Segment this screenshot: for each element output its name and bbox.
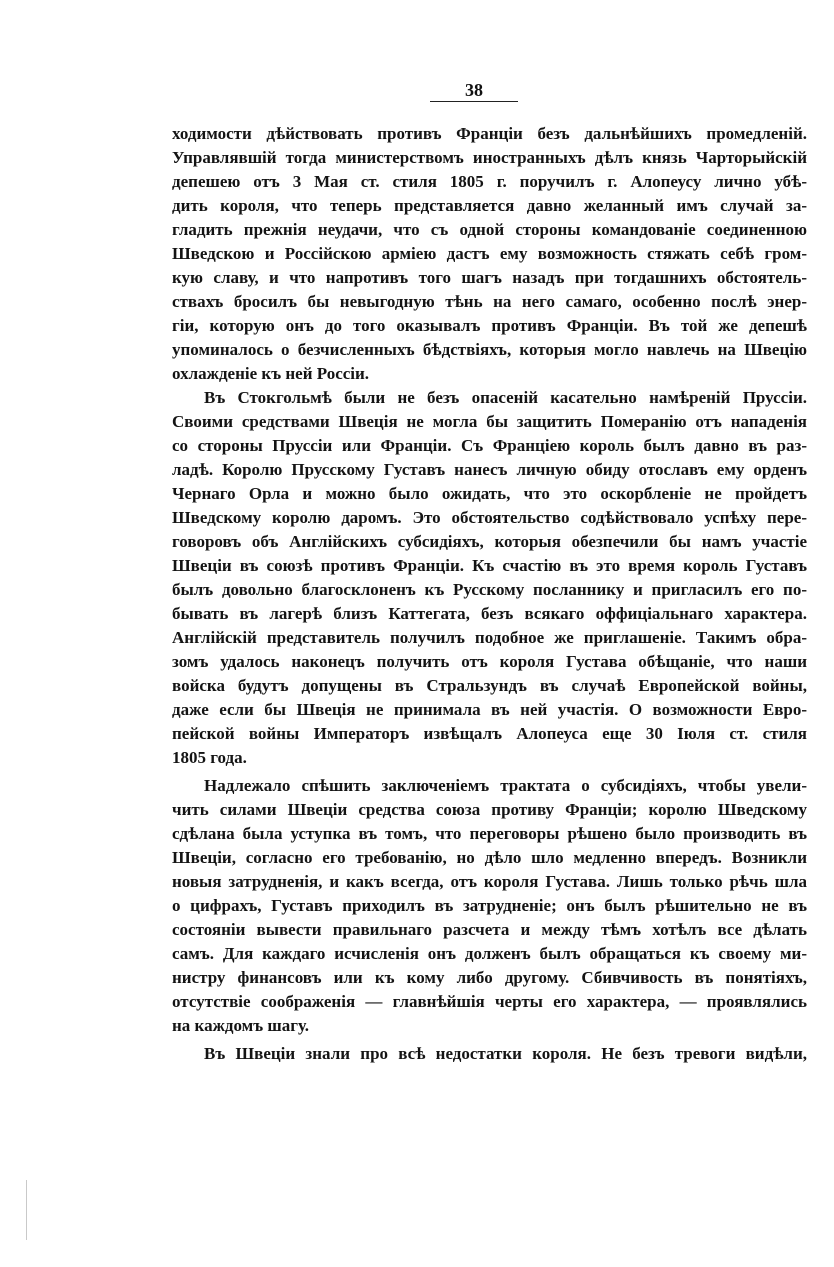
- text-line: бывать въ лагерѣ близъ Каттегата, безъ всякаго оффиціальнаго характера.: [172, 604, 807, 623]
- page-number: 38: [465, 80, 483, 100]
- text-line: былъ довольно благосклоненъ къ Русскому посланнику и пригласилъ его по-: [172, 580, 807, 599]
- text-line: ходимости дѣйствовать противъ Франціи безъ дальнѣйшихъ промедленій.: [172, 124, 807, 143]
- text-line: самъ. Для каждаго исчисленія онъ долженъ былъ обращаться къ своему ми-: [172, 944, 807, 963]
- scan-margin-mark: [26, 1180, 27, 1240]
- text-line: ладѣ. Королю Прусскому Густавъ нанесъ личную обиду отославъ ему орденъ: [172, 460, 807, 479]
- text-line: гладить прежнія неудачи, что съ одной стороны командованіе соединенною: [172, 220, 807, 239]
- text-line: Чернаго Орла и можно было ожидать, что это оскорбленіе не пройдетъ: [172, 484, 807, 503]
- text-line: гіи, которую онъ до того оказывалъ противъ Франціи. Въ той же депешѣ: [172, 316, 807, 335]
- text-line: Шведскою и Россійскою арміею дастъ ему возможность стяжать себѣ гром-: [172, 244, 807, 263]
- text-line: Въ Швеціи знали про всѣ недостатки короля. Не безъ тревоги видѣли,: [204, 1044, 807, 1063]
- text-line: со стороны Пруссіи или Франціи. Съ Франціею король былъ давно въ раз-: [172, 436, 807, 455]
- text-line: Надлежало спѣшить заключеніемъ трактата о субсидіяхъ, чтобы увели-: [204, 776, 807, 795]
- text-line: Въ Стокгольмѣ были не безъ опасеній касательно намѣреній Пруссіи.: [204, 388, 807, 407]
- text-line: на каждомъ шагу.: [172, 1016, 310, 1035]
- page-number-rule: [430, 101, 518, 102]
- text-line: отсутствіе соображенія — главнѣйшія черты его характера, — проявлялись: [172, 992, 807, 1011]
- text-line: дить короля, что теперь представляется давно желанный имъ случай за-: [172, 196, 807, 215]
- text-line: Швеціи въ союзѣ противъ Франціи. Къ счастію въ это время король Густавъ: [172, 556, 807, 575]
- text-line: сдѣлана была уступка въ томъ, что переговоры рѣшено было производить въ: [172, 824, 807, 843]
- text-line: депешею отъ 3 Мая ст. стиля 1805 г. поручилъ г. Алопеусу лично убѣ-: [172, 172, 807, 191]
- text-line: Англійскій представитель получилъ подобное же приглашеніе. Такимъ обра-: [172, 628, 807, 647]
- text-line: упоминалось о безчисленныхъ бѣдствіяхъ, которыя могло навлечь на Швецію: [172, 340, 807, 359]
- text-line: охлажденіе къ ней Россіи.: [172, 364, 370, 383]
- text-line: Шведскому королю даромъ. Это обстоятельство содѣйствовало успѣху пере-: [172, 508, 807, 527]
- text-line: Швеціи, согласно его требованію, но дѣло шло медленно впередъ. Возникли: [172, 848, 807, 867]
- text-line: о цифрахъ, Густавъ приходилъ въ затрудненіе; онъ былъ рѣшительно не въ: [172, 896, 807, 915]
- text-line: нистру финансовъ или къ кому либо другому. Сбивчивость въ понятіяхъ,: [172, 968, 807, 987]
- text-line: 1805 года.: [172, 748, 247, 767]
- text-line: ствахъ бросилъ бы невыгодную тѣнь на него самаго, особенно послѣ энер-: [172, 292, 807, 311]
- text-line: Управлявшій тогда министерствомъ иностранныхъ дѣлъ князь Чарторыйскій: [172, 148, 807, 167]
- text-line: Своими средствами Швеція не могла бы защитить Померанію отъ нападенія: [172, 412, 807, 431]
- text-line: новыя затрудненія, и какъ всегда, отъ короля Густава. Лишь только рѣчь шла: [172, 872, 807, 891]
- text-line: зомъ удалось наконецъ получить отъ короля Густава обѣщаніе, что наши: [172, 652, 807, 671]
- text-line: чить силами Швеціи средства союза противу Франціи; королю Шведскому: [172, 800, 807, 819]
- text-line: кую славу, и что напротивъ того шагъ назадъ при тогдашнихъ обстоятель-: [172, 268, 807, 287]
- text-line: войска будутъ допущены въ Стральзундъ въ случаѣ Европейской войны,: [172, 676, 807, 695]
- text-line: даже если бы Швеція не принимала въ ней участія. О возможности Евро-: [172, 700, 807, 719]
- text-line: состояніи вывести правильнаго разсчета и между тѣмъ хотѣлъ все дѣлать: [172, 920, 807, 939]
- text-line: пейской войны Императоръ извѣщалъ Алопеуса еще 30 Іюля ст. стиля: [172, 724, 807, 743]
- text-line: говоровъ объ Англійскихъ субсидіяхъ, которыя обезпечили бы намъ участіе: [172, 532, 807, 551]
